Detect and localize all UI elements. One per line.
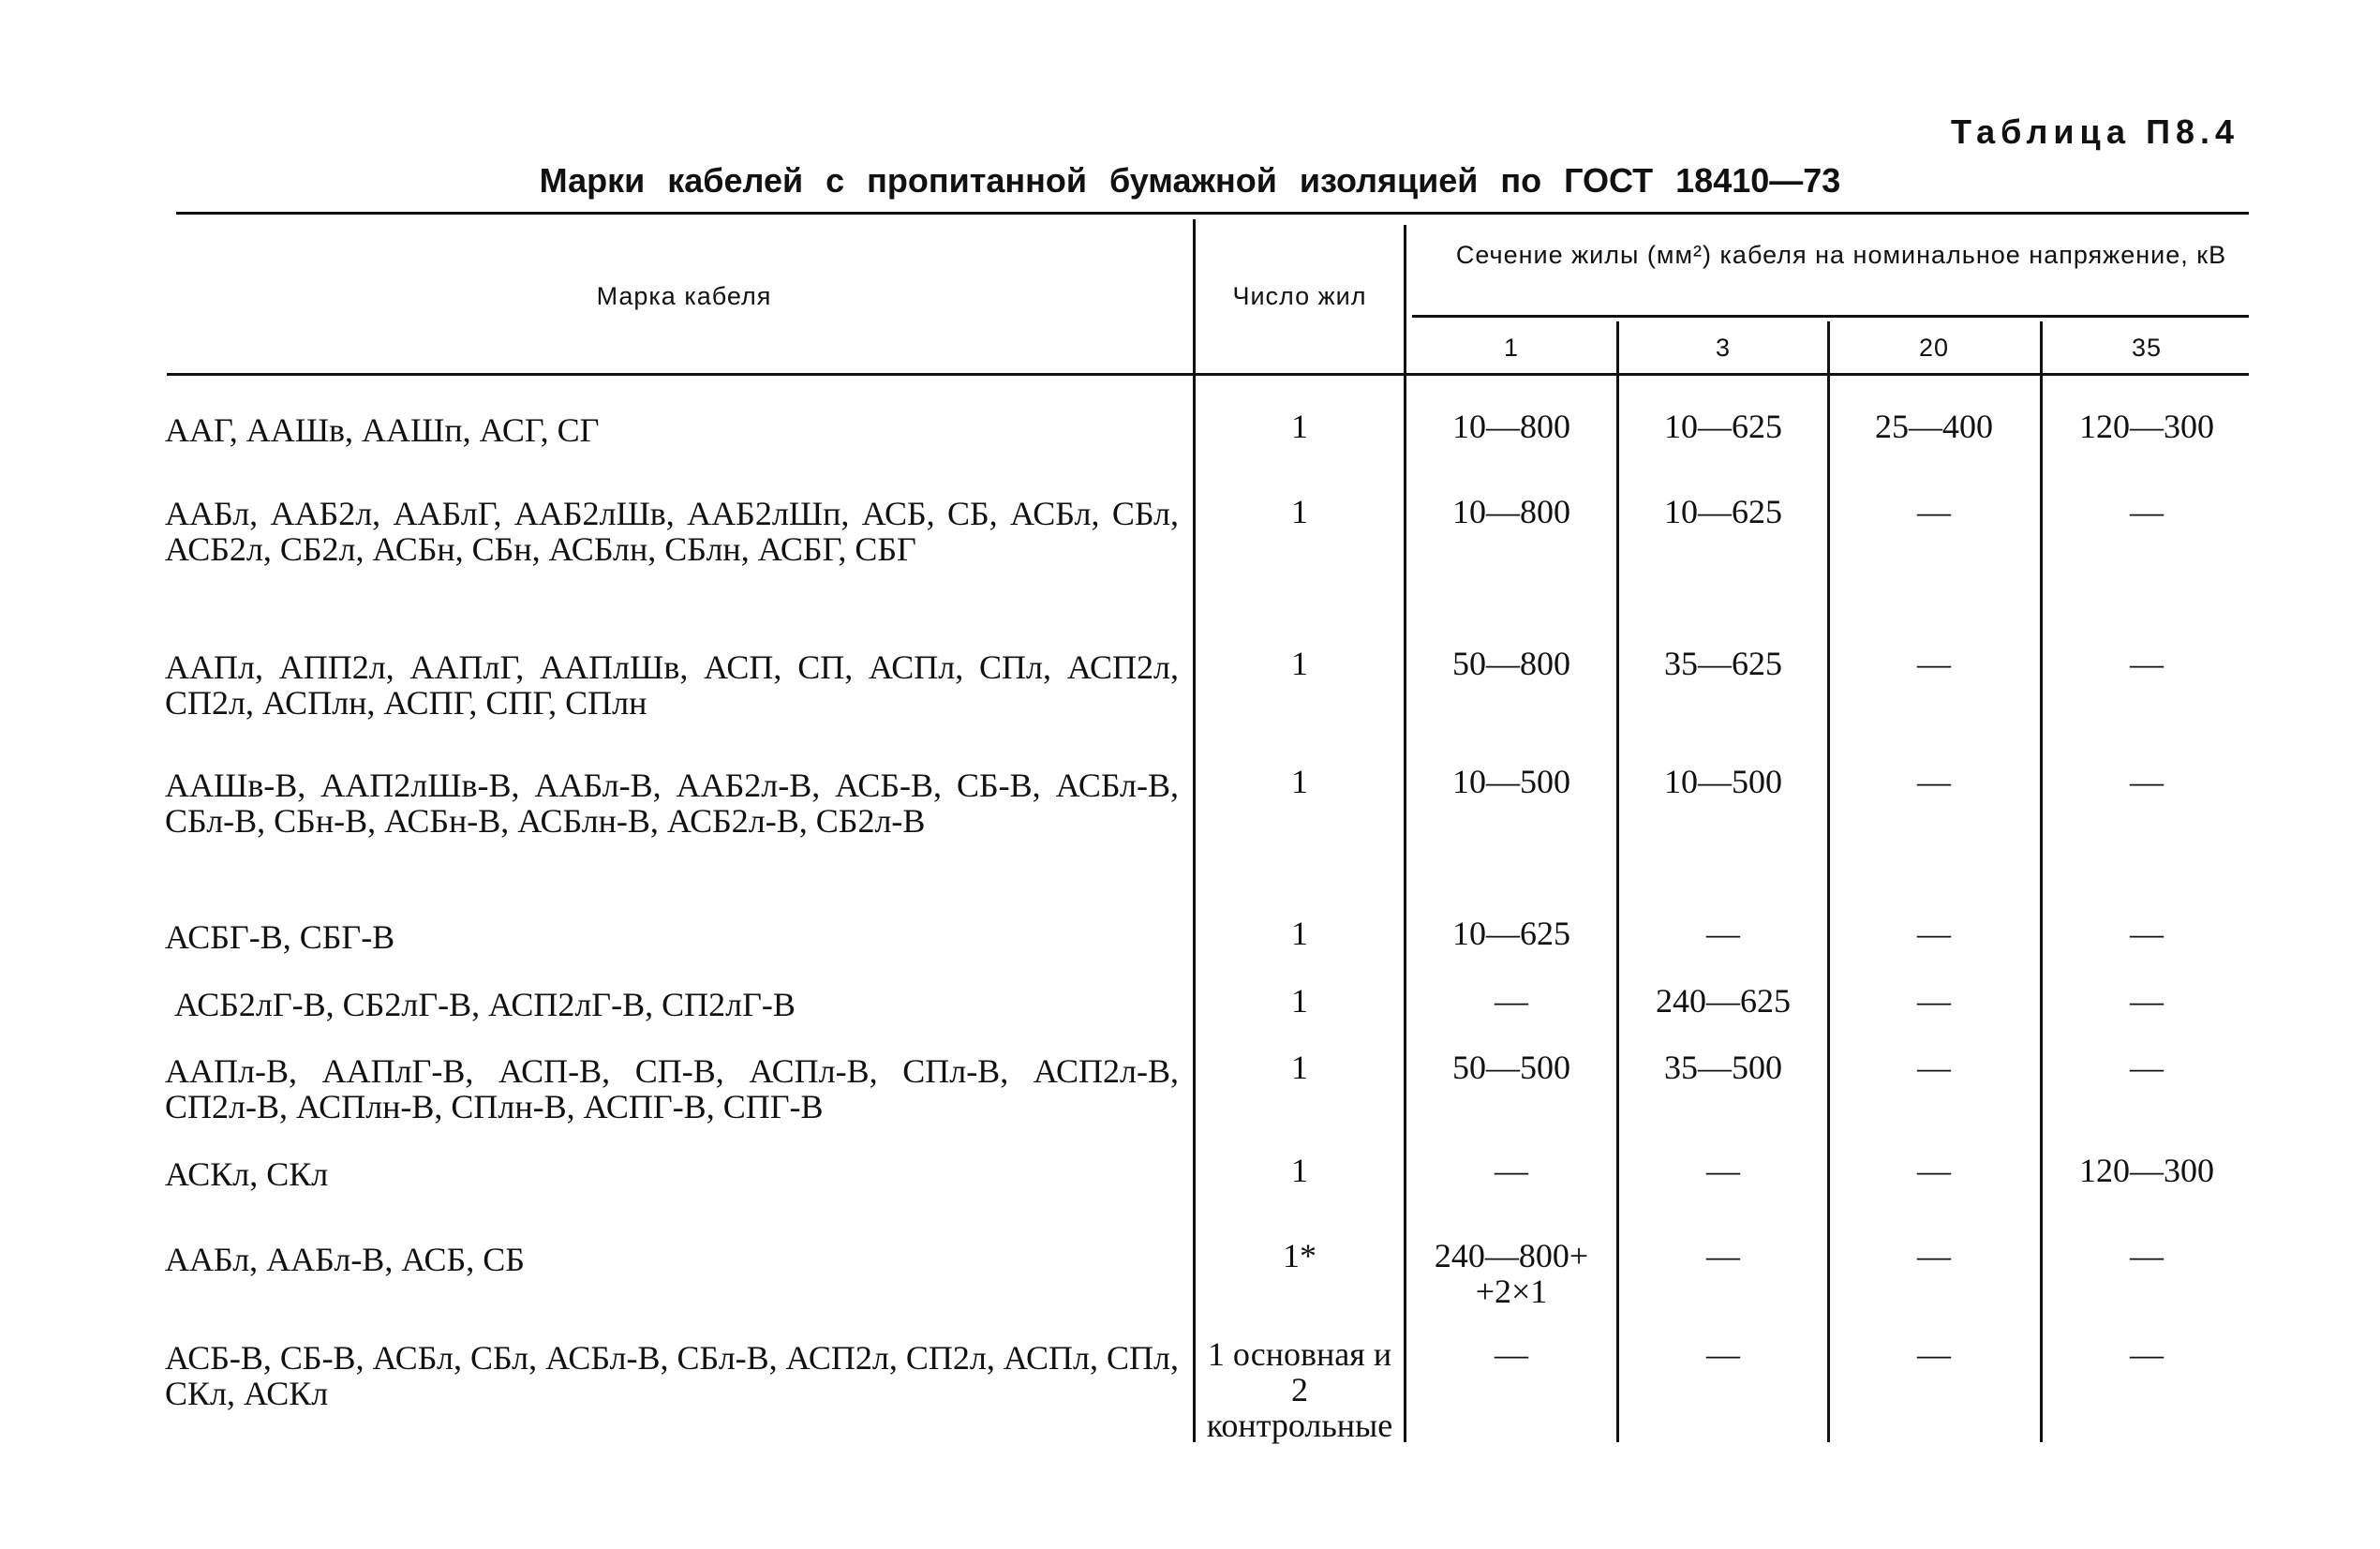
- row-3-v3: 10—500: [1664, 763, 1782, 800]
- row-0-cores: 1: [1291, 408, 1308, 445]
- row-2-mark: ААПл, АПП2л, ААПлГ, ААПлШв, АСП, СП, АСПл, СПл, АСП2л, СП2л, АСПлн, АСПГ, СПГ, СПлн: [165, 648, 1179, 722]
- header-voltage-1: 1: [1503, 334, 1520, 362]
- row-9-v35: —: [2130, 1335, 2164, 1373]
- mark-column-divider: [1193, 219, 1196, 1442]
- row-3-mark: ААШв-В, ААП2лШв-В, ААБл-В, ААБ2л-В, АСБ-В, СБ-В, АСБл-В, СБл-В, СБн-В, АСБн-В, АСБлн-В, АСБ2л-В, СБ2л-В: [165, 767, 1179, 840]
- header-mark: Марка кабеля: [596, 282, 772, 310]
- row-6-v3: 35—500: [1664, 1049, 1782, 1086]
- row-4-cores: 1: [1291, 915, 1308, 952]
- row-9-v3: —: [1706, 1335, 1740, 1373]
- row-1-v20: —: [1917, 493, 1951, 530]
- voltage-20-35-divider: [2040, 321, 2043, 1442]
- row-6-v20: —: [1917, 1049, 1951, 1086]
- header-voltage-35: 35: [2131, 334, 2163, 362]
- row-5-v1: —: [1495, 982, 1528, 1020]
- row-8-v35: —: [2130, 1237, 2164, 1274]
- row-2-v35: —: [2130, 645, 2164, 682]
- header-voltage-3: 3: [1715, 334, 1732, 362]
- table-title: Марки кабелей с пропитанной бумажной изоляцией по ГОСТ 18410—73: [539, 161, 1841, 200]
- row-6-mark: ААПл-В, ААПлГ-В, АСП-В, СП-В, АСПл-В, СПл-В, АСП2л-В, СП2л-В, АСПлн-В, СПлн-В, АСПГ-В, СПГ-В: [165, 1052, 1179, 1125]
- row-4-v3: —: [1706, 915, 1740, 952]
- voltage-3-20-divider: [1827, 321, 1830, 1442]
- row-6-v35: —: [2130, 1049, 2164, 1086]
- cores-column-divider: [1404, 225, 1406, 1442]
- header-section: Сечение жилы (мм²) кабеля на номинальное напряжение, кВ: [1455, 241, 2227, 269]
- row-5-v3: 240—625: [1656, 982, 1791, 1020]
- row-2-v3: 35—625: [1664, 645, 1782, 682]
- row-7-v20: —: [1917, 1152, 1951, 1189]
- row-9-v1: —: [1495, 1335, 1528, 1373]
- row-2-v1: 50—800: [1452, 645, 1570, 682]
- row-3-v1: 10—500: [1452, 763, 1570, 800]
- row-4-v35: —: [2130, 915, 2164, 952]
- row-6-cores: 1: [1291, 1049, 1308, 1086]
- row-4-v1: 10—625: [1452, 915, 1570, 952]
- row-8-cores: 1*: [1283, 1237, 1316, 1274]
- row-5-cores: 1: [1291, 982, 1308, 1020]
- row-5-v20: —: [1917, 982, 1951, 1020]
- row-7-v35: 120—300: [2079, 1152, 2214, 1189]
- row-1-v3: 10—625: [1664, 493, 1782, 530]
- row-4-mark: АСБГ-В, СБГ-В: [165, 918, 395, 956]
- row-8-v1: 240—800+ +2×1: [1434, 1237, 1589, 1310]
- row-9-mark: АСБ-В, СБ-В, АСБл, СБл, АСБл-В, СБл-В, АСП2л, СП2л, АСПл, СПл, СКл, АСКл: [165, 1339, 1179, 1412]
- voltage-1-3-divider: [1616, 321, 1619, 1442]
- row-0-v3: 10—625: [1664, 408, 1782, 445]
- row-5-mark: АСБ2лГ-В, СБ2лГ-В, АСП2лГ-В, СП2лГ-В: [174, 986, 796, 1023]
- header-bottom-rule: [167, 373, 2249, 376]
- top-rule: [176, 212, 2249, 215]
- voltage-header-rule: [1412, 315, 2249, 318]
- row-0-v35: 120—300: [2079, 408, 2214, 445]
- row-8-v20: —: [1917, 1237, 1951, 1274]
- row-9-v20: —: [1917, 1335, 1951, 1373]
- row-7-v3: —: [1706, 1152, 1740, 1189]
- row-3-v35: —: [2130, 763, 2164, 800]
- row-7-cores: 1: [1291, 1152, 1308, 1189]
- row-3-cores: 1: [1291, 763, 1308, 800]
- row-0-v20: 25—400: [1875, 408, 1993, 445]
- row-7-v1: —: [1495, 1152, 1528, 1189]
- header-cores: Число жил: [1232, 282, 1367, 310]
- row-0-mark: ААГ, ААШв, ААШп, АСГ, СГ: [165, 411, 600, 449]
- row-3-v20: —: [1917, 763, 1951, 800]
- row-1-v1: 10—800: [1452, 493, 1570, 530]
- row-4-v20: —: [1917, 915, 1951, 952]
- header-voltage-20: 20: [1918, 334, 1950, 362]
- row-1-cores: 1: [1291, 493, 1308, 530]
- row-6-v1: 50—500: [1452, 1049, 1570, 1086]
- row-1-v35: —: [2130, 493, 2164, 530]
- row-8-mark: ААБл, ААБл-В, АСБ, СБ: [165, 1241, 525, 1278]
- row-8-v3: —: [1706, 1237, 1740, 1274]
- row-2-v20: —: [1917, 645, 1951, 682]
- row-1-mark: ААБл, ААБ2л, ААБлГ, ААБ2лШв, ААБ2лШп, АСБ, СБ, АСБл, СБл, АСБ2л, СБ2л, АСБн, СБн, АСБлн, СБлн, АСБГ, СБГ: [165, 495, 1179, 568]
- row-9-cores: 1 основная и 2 контрольные: [1206, 1335, 1393, 1444]
- row-2-cores: 1: [1291, 645, 1308, 682]
- table-number: Таблица П8.4: [1951, 112, 2239, 151]
- row-0-v1: 10—800: [1452, 408, 1570, 445]
- row-5-v35: —: [2130, 982, 2164, 1020]
- row-7-mark: АСКл, СКл: [165, 1155, 329, 1193]
